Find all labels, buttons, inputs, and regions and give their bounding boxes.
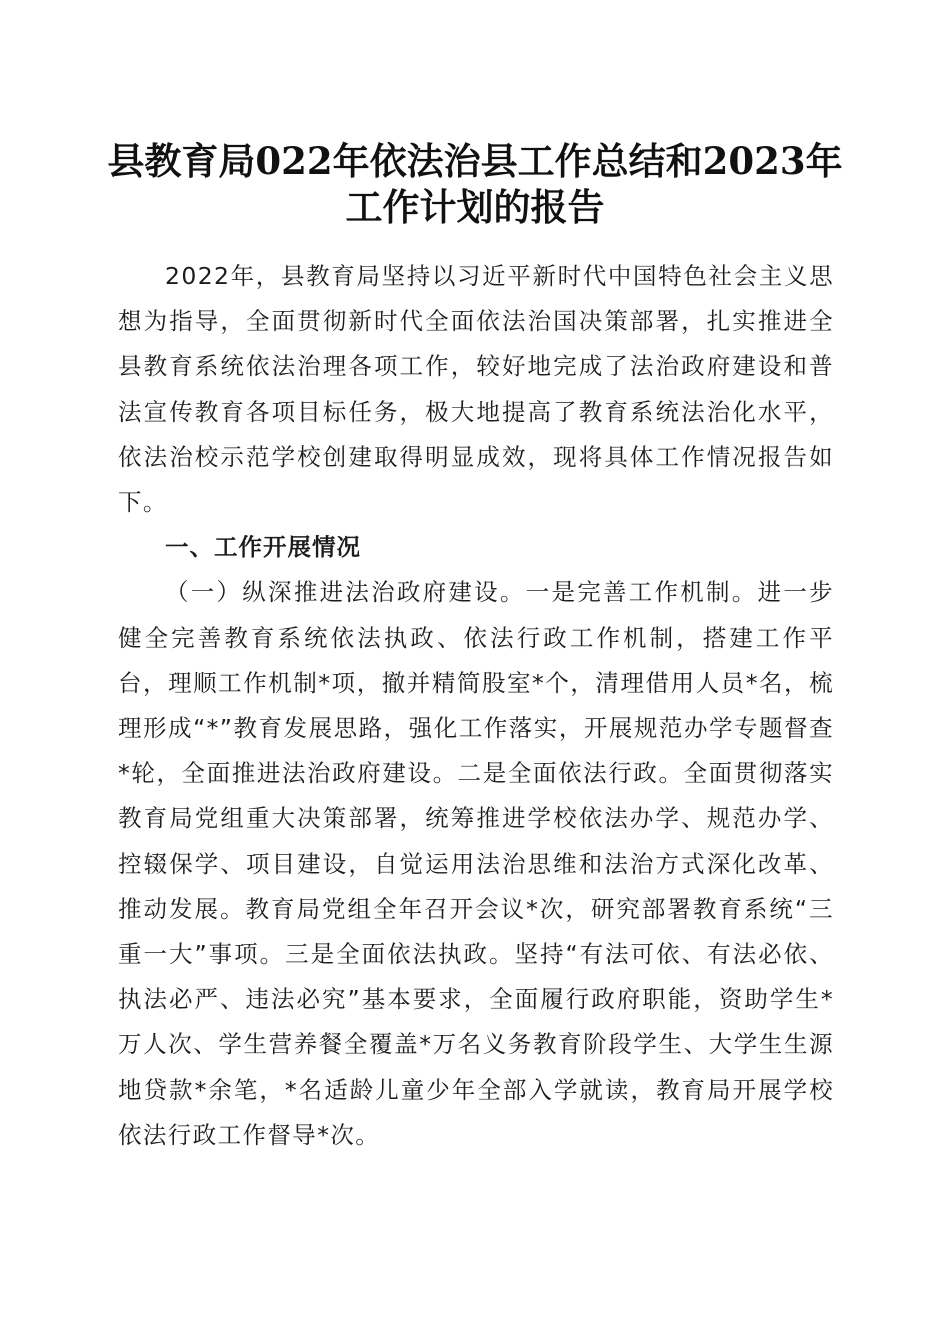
section-heading: 一、工作开展情况 — [165, 533, 361, 562]
document-title — [100, 138, 850, 230]
title-line-2: 工作计划的报告 — [345, 185, 605, 229]
title-line-1: 县教育局022年依法治县工作总结和2023年 — [107, 139, 843, 183]
section-paragraph: （一）纵深推进法治政府建设。一是完善工作机制。进一步健全完善教育系统依法执政、依法行政工作机制，搭建工作平台，理顺工作机制*项，撤并精简股室*个，清理借用人员*名，梳理形成“*”教育发展思路，强化工作落实，开展规范办学专题督查*轮，全面推进法治政府建设。二是全面依法行政。全面贯彻落实教育局党组重大决策部署，统筹推进学校依法办学、规范办学、控辍保学、项目建设，自觉运用法治思维和法治方式深化改革、推动发展。教育局党组全年召开会议*次，研究部署教育系统“三重一大”事项。三是全面依法执政。坚持“有法可依、有法必依、执法必严、违法必究”基本要求，全面履行政府职能，资助学生*万人次、学生营养餐全覆盖*万名义务教育阶段学生、大学生生源地贷款*余笔，*名适龄儿童少年全部入学就读，教育局开展学校依法行政工作督导*次。 — [118, 578, 834, 1149]
document-body — [118, 254, 834, 1158]
intro-paragraph: 2022年，县教育局坚持以习近平新时代中国特色社会主义思想为指导，全面贯彻新时代全面依法治国决策部署，扎实推进全县教育系统依法治理各项工作，较好地完成了法治政府建设和普法宣传教育各项目标任务，极大地提高了教育系统法治化水平，依法治校示范学校创建取得明显成效，现将具体工作情况报告如下。 — [118, 262, 834, 517]
